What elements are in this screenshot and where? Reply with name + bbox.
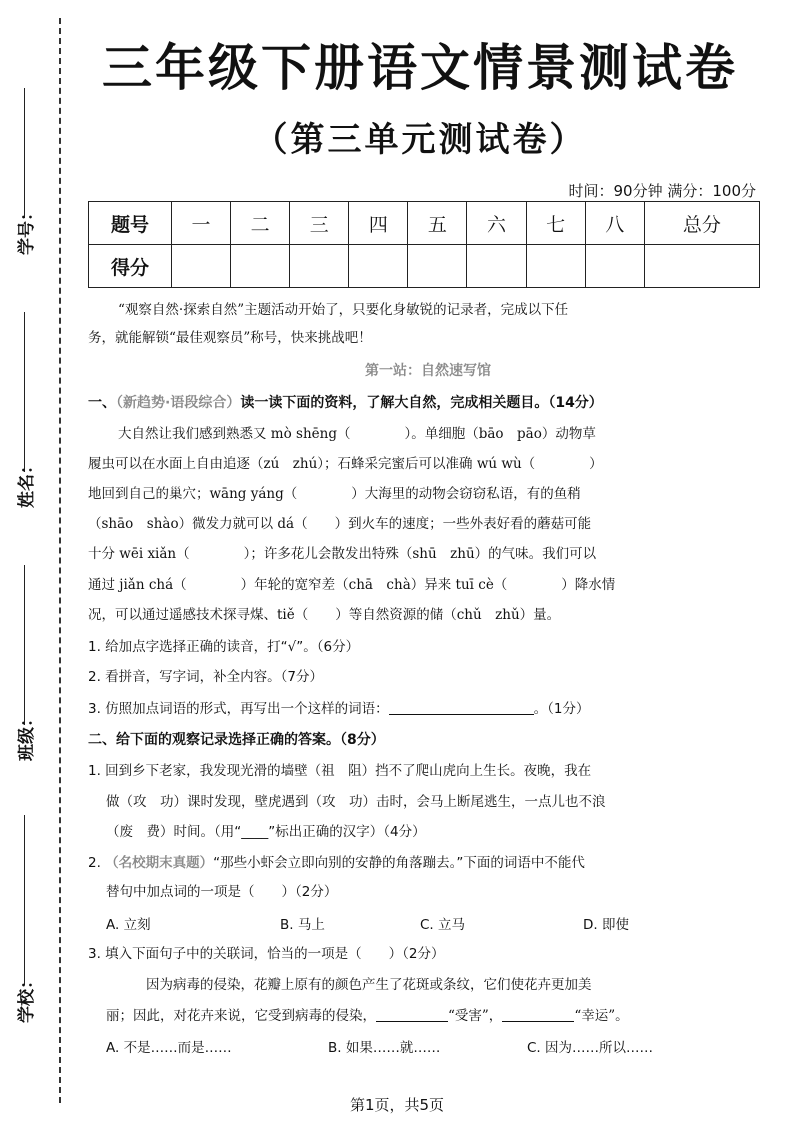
question-2-1-line-2: 做（攻 功）课时发现，壁虎遇到（攻 功）击时，会马上断尾逃生，一点儿也不浪: [106, 794, 606, 810]
question-1-1: 1. 给加点字选择正确的读音，打“√”。（6分）: [88, 639, 360, 655]
score-cell-header: 二: [231, 202, 290, 245]
score-cell-input[interactable]: [290, 245, 349, 288]
question-1-2: 2. 看拼音，写字词，补全内容。（7分）: [88, 669, 324, 685]
question-2-3-passage-2: [106, 1005, 786, 1027]
option-a[interactable]: A. 不是……而是……: [106, 1040, 232, 1056]
page-subtitle: （第三单元测试卷）: [253, 120, 587, 160]
option-b[interactable]: B. 如果……就……: [328, 1040, 441, 1056]
intro-line-1: “观察自然·探索自然”主题活动开始了，只要化身敏锐的记录者，完成以下任: [118, 302, 569, 318]
question-1-3-text: 3. 仿照加点词语的形式，再写出一个这样的词语：: [88, 701, 389, 717]
score-cell-header: 四: [349, 202, 408, 245]
passage-line-5: 十分 wēi xiǎn（ ）；许多花儿会散发出特殊（shū zhū）的气味。我们可以: [88, 546, 597, 562]
option-b[interactable]: B. 马上: [280, 917, 325, 933]
question-2-2-text: “那些小虾会立即向别的安静的角落蹦去。”下面的词语中不能代: [213, 855, 585, 871]
option-d[interactable]: D. 即使: [583, 917, 629, 933]
passage-line-6: 通过 jiǎn chá（ ）年轮的宽窄差（chā chà）异来 tuī cè（ ）降水情: [88, 577, 616, 593]
passage-line-7: 况，可以通过遥感技术探寻煤、tiě（ ）等自然资源的储（chǔ zhǔ）量。: [88, 607, 561, 623]
score-cell-input[interactable]: [408, 245, 467, 288]
score-cell-header: 三: [290, 202, 349, 245]
score-cell-input[interactable]: [644, 245, 759, 288]
passage-line-1: 大自然让我们感到熟悉又 mò shēng（ ）。单细胞（bāo pāo）动物草: [118, 426, 596, 442]
answer-blank[interactable]: [389, 700, 534, 715]
score-cell-input[interactable]: [231, 245, 290, 288]
score-table-header-row: [89, 202, 760, 245]
question-2-3-line-1: 3. 填入下面句子中的关联词，恰当的一项是（ ）（2分）: [88, 946, 445, 962]
score-table-score-row: [89, 245, 760, 288]
name-label: 姓名：: [17, 457, 37, 508]
station-heading: 第一站：自然速写馆: [365, 363, 491, 379]
question-2-2-line-1: [88, 852, 768, 874]
section-1-text: 读一读下面的资料，了解大自然，完成相关题目。（14分）: [240, 395, 603, 411]
section-2-heading: 二、给下面的观察记录选择正确的答案。（8分）: [88, 732, 385, 748]
score-cell-input[interactable]: [349, 245, 408, 288]
score-cell-input[interactable]: [172, 245, 231, 288]
question-1-3: [88, 698, 768, 720]
school-label: 学校：: [17, 972, 37, 1023]
question-2-2-line-2: 替句中加点词的一项是（ ）（2分）: [106, 884, 338, 900]
binding-dashed-line: [59, 18, 61, 1103]
student-id-label: 学号：: [17, 204, 37, 255]
question-2-3-passage-2a: 丽；因此，对花卉来说，它受到病毒的侵染，: [106, 1008, 376, 1024]
score-cell-input[interactable]: [585, 245, 644, 288]
student-id-line[interactable]: [24, 88, 25, 218]
answer-blank[interactable]: [502, 1007, 574, 1022]
section-1-heading: [88, 392, 768, 414]
score-cell-input[interactable]: [467, 245, 526, 288]
name-line[interactable]: [24, 312, 25, 472]
score-table: [88, 201, 760, 288]
page-title: 三年级下册语文情景测试卷: [102, 39, 738, 97]
option-c[interactable]: C. 立马: [420, 917, 466, 933]
score-cell-header: 一: [172, 202, 231, 245]
option-a[interactable]: A. 立刻: [106, 917, 151, 933]
score-cell-header: 六: [467, 202, 526, 245]
section-1-prefix: 一、: [88, 395, 116, 411]
score-cell-input[interactable]: [526, 245, 585, 288]
section-1-tag: （新趋势·语段综合）: [116, 395, 241, 411]
time-info: 时间：90分钟 满分：100分: [568, 182, 756, 200]
passage-line-4: （shāo shào）微发力就可以 dá（ ）到火车的速度；一些外表好看的蘑菇可能: [88, 516, 592, 532]
score-cell-header: 题号: [89, 202, 172, 245]
option-c[interactable]: C. 因为……所以……: [527, 1040, 654, 1056]
answer-blank[interactable]: [376, 1007, 448, 1022]
score-cell-header: 五: [408, 202, 467, 245]
question-1-3-score: 。（1分）: [533, 701, 590, 717]
intro-line-2: 务，就能解锁“最佳观察员”称号，快来挑战吧！: [88, 330, 372, 346]
score-cell-header: 八: [585, 202, 644, 245]
class-label: 班级：: [17, 710, 37, 761]
class-line[interactable]: [24, 565, 25, 725]
question-2-3-passage-2c: “幸运”。: [574, 1008, 629, 1024]
score-cell-header: 总分: [644, 202, 759, 245]
question-2-2-prefix: 2.: [88, 855, 106, 871]
question-2-3-passage-2b: “受害”，: [448, 1008, 503, 1024]
question-2-2-tag: （名校期末真题）: [105, 855, 214, 871]
score-cell-header: 七: [526, 202, 585, 245]
passage-line-3: 地回到自己的巢穴；wāng yáng（ ）大海里的动物会窃窃私语，有的鱼稍: [88, 486, 581, 502]
question-2-1-line-1: 1. 回到乡下老家，我发现光滑的墙壁（祖 阻）挡不了爬山虎向上生长。夜晚，我在: [88, 763, 592, 779]
score-row-label: 得分: [89, 245, 172, 288]
question-2-3-passage-1: 因为病毒的侵染，花瓣上原有的颜色产生了花斑或条纹，它们使花卉更加美: [146, 977, 592, 993]
school-line[interactable]: [24, 815, 25, 985]
passage-line-2: 履虫可以在水面上自由追逐（zú zhú）；石蜂采完蜜后可以准确 wú wù（ ）: [88, 456, 603, 472]
page-footer: 第1页，共5页: [349, 1096, 445, 1114]
question-2-1-line-3: （废 费）时间。（用“____”标出正确的汉字）（4分）: [106, 824, 426, 840]
